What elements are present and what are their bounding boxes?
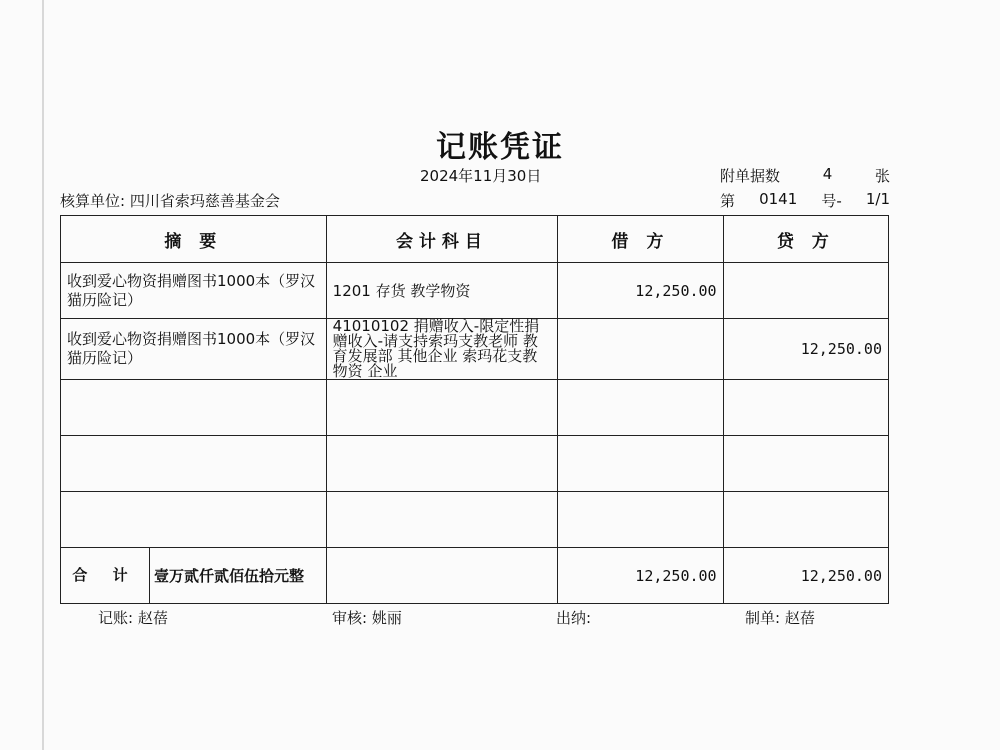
- attachment-unit: 张: [874, 167, 890, 185]
- total-in-words: 壹万贰仟贰佰伍拾元整: [154, 567, 305, 585]
- page-edge: [42, 0, 44, 750]
- row-subject: 1201 存货 教学物资: [326, 263, 558, 319]
- empty-row: [61, 436, 889, 492]
- header-credit: 贷 方: [723, 216, 888, 263]
- voucher-page: 1/1: [865, 190, 890, 208]
- row-summary: 收到爱心物资捐赠图书1000本（罗汉猫历险记）: [61, 263, 327, 319]
- header-subject: 会计科目: [326, 216, 558, 263]
- voucher-number-value: 0141: [759, 190, 798, 208]
- row-credit: [723, 263, 888, 319]
- voucher-table: [60, 215, 889, 604]
- row-debit: 12,250.00: [558, 263, 723, 319]
- voucher-date: 2024年11月30日: [420, 167, 542, 185]
- bookkeeper: 记账: 赵蓓: [98, 609, 168, 627]
- attachment-number: 4: [822, 165, 833, 183]
- total-row: [61, 548, 889, 604]
- table-row: [61, 263, 889, 319]
- cashier: 出纳:: [556, 609, 592, 627]
- empty-row: [61, 492, 889, 548]
- row-debit: [558, 319, 723, 380]
- reviewer: 审核: 姚丽: [332, 609, 402, 627]
- attachment-label: 附单据数: [720, 167, 781, 185]
- header-debit: 借 方: [558, 216, 723, 263]
- voucher-number-suffix: 号-: [821, 192, 842, 210]
- row-subject: 41010102 捐赠收入-限定性捐赠收入-请支持索玛支教老师 教育发展部 其他企业 索玛花支教 物资 企业: [326, 319, 558, 380]
- accounting-unit: 核算单位: 四川省索玛慈善基金会: [60, 192, 280, 210]
- table-header-row: [61, 216, 889, 263]
- row-summary: 收到爱心物资捐赠图书1000本（罗汉猫历险记）: [61, 319, 327, 380]
- total-credit: 12,250.00: [723, 548, 888, 604]
- preparer: 制单: 赵蓓: [745, 609, 815, 627]
- row-credit: 12,250.00: [723, 319, 888, 380]
- empty-row: [61, 380, 889, 436]
- total-debit: 12,250.00: [558, 548, 723, 604]
- voucher-number-prefix: 第: [720, 192, 736, 210]
- total-cell: [61, 548, 327, 604]
- total-subject-empty: [326, 548, 558, 604]
- total-label: 合 计: [61, 548, 150, 603]
- voucher-number: [720, 190, 890, 211]
- header-summary: 摘 要: [61, 216, 327, 263]
- attachment-count: [720, 165, 890, 186]
- table-row: [61, 319, 889, 380]
- voucher-title: 记账凭证: [436, 130, 564, 165]
